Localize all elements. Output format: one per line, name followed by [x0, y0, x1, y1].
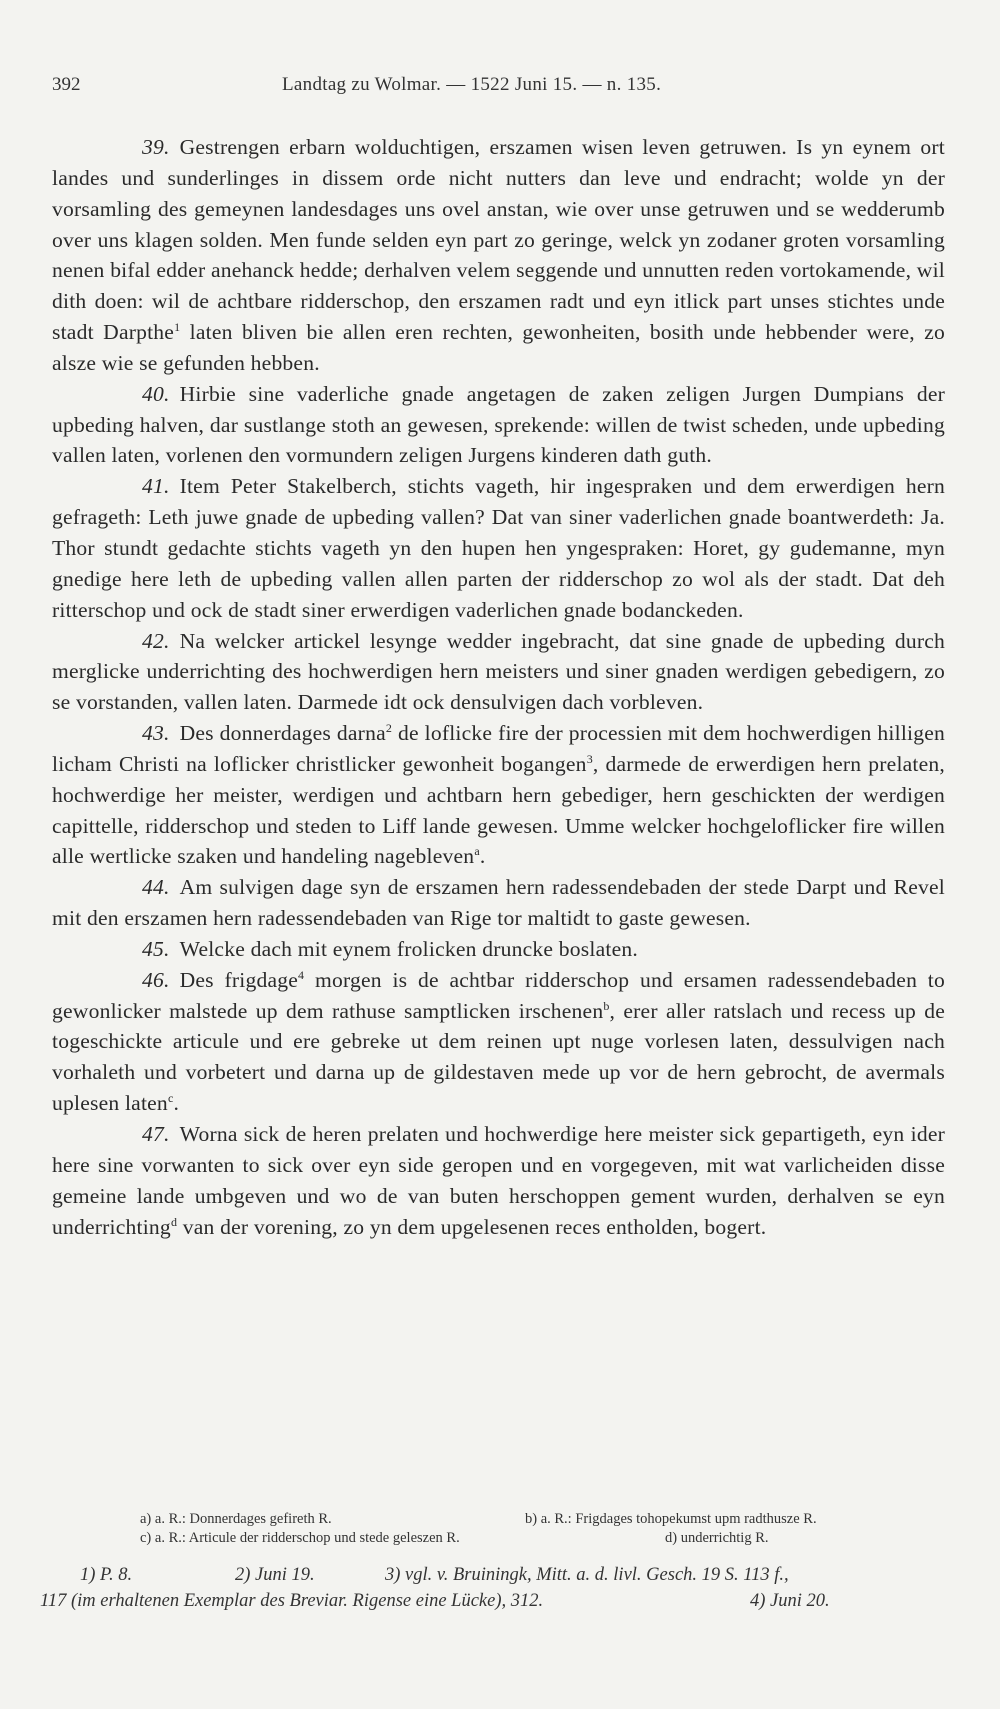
page-number: 392: [52, 74, 81, 95]
paragraph-text: Des donnerdages darna: [179, 721, 386, 746]
paragraph-text: de loflicke fire der processien mit dem hochwerdigen hilligen licham Christi na loflicker christlicker gewonheit bogangen: [52, 721, 945, 776]
footnote-2: 2) Juni 19.: [235, 1565, 315, 1585]
footnote-marker: d: [170, 1214, 178, 1229]
paragraph: [52, 1119, 945, 1242]
paragraph: [52, 626, 945, 719]
paragraph-number: 46.: [142, 967, 170, 992]
paragraph: [52, 718, 945, 872]
paragraph: [52, 471, 945, 625]
paragraph: [52, 934, 945, 965]
paragraph-text: laten bliven bie allen eren rechten, gewonheiten, bosith unde hebbender were, zo alsze wie se gefunden hebben.: [52, 320, 945, 375]
paragraph-number: 43.: [142, 721, 170, 746]
footnote-marker: b: [603, 998, 610, 1013]
paragraph-text: morgen is de achtbar ridderschop und ersamen radessendebaden to gewonlicker malstede up dem rathuse samptlicken irschenen: [52, 967, 945, 1023]
running-title: Landtag zu Wolmar. — 1522 Juni 15. — n. 135.: [282, 74, 662, 95]
paragraph-number: 47.: [142, 1122, 170, 1146]
paragraph-text: Des frigdage: [179, 967, 299, 992]
footnote-3-continued: 117 (im erhaltenen Exemplar des Breviar. Rigense eine Lücke), 312.: [40, 1591, 544, 1611]
main-text: [52, 132, 945, 1242]
paragraph-text: , darmede de erwerdigen hern prelaten, hochwerdige her meister, werdigen und achtbarn hern gebediger, hern geschickten der werdigen capittelle, ridderschop und steden to Liff lande gewesen. Umme welcker hochgeloflicker fire willen alle wertlicke szaken und handeling nagebleven: [52, 751, 946, 869]
footnote-a: a) a. R.: Donnerdages gefireth R.: [140, 1511, 332, 1527]
footnote-marker: 4: [298, 967, 305, 982]
paragraph-text: .: [173, 1091, 180, 1116]
footnote-1: 1) P. 8.: [80, 1565, 133, 1585]
numbered-footnotes: [40, 1562, 940, 1614]
paragraph-number: 41.: [142, 474, 170, 499]
paragraph-number: 39.: [142, 135, 170, 159]
footnote-3: 3) vgl. v. Bruiningk, Mitt. a. d. livl. Gesch. 19 S. 113 f.,: [385, 1565, 789, 1585]
footnote-d: d) underrichtig R.: [665, 1530, 769, 1546]
paragraph-text: Na welcker artickel lesynge wedder ingebracht, dat sine gnade de upbeding durch merglicke underrichting des hochwerdigen hern meisters und siner gnaden werdigen gebedigern, zo se vorstanden, vallen laten. Darmede idt ock densulvigen dach vorbleven.: [52, 628, 945, 715]
footnote-b: b) a. R.: Frigdages tohopekumst upm radthusze R.: [525, 1511, 817, 1527]
footnote-marker: 2: [385, 720, 393, 735]
paragraph-text: Worna sick de heren prelaten und hochwerdige here meister sick gepartigeth, eyn ider here sine vorwanten to sick over eyn side geropen und en vorgegeven, mit wat varlicheiden disse gemeine lande umbgeven und wo de van buten herschoppen gement wurden, derhalven se eyn underrichting: [52, 1122, 945, 1239]
paragraph: [52, 965, 945, 1119]
letter-footnotes: [140, 1510, 950, 1548]
paragraph-text: Hirbie sine vaderliche gnade angetagen de zaken zeligen Jurgen Dumpians der upbeding halven, dar sustlange stoth an gewesen, sprekende: willen de twist scheden, unde upbeding vallen laten, vorlenen den vormundern zeligen Jurgens kinderen dath guth.: [52, 381, 945, 468]
paragraph-text: .: [479, 844, 486, 869]
paragraph-text: Welcke dach mit eynem frolicken druncke boslaten.: [179, 936, 638, 961]
paragraph: [52, 379, 945, 472]
paragraph: [52, 132, 945, 379]
paragraph-text: , erer aller ratslach und recess up de togeschickte articule und ere gebreke ut dem reinen upt nuge vorlesen laten, dessulvigen nach vorhaleth und vorbetert und darna up de gildestaven mede up vor de hern gebrocht, de avermals uplesen laten: [52, 998, 945, 1116]
footnote-marker: c: [167, 1090, 174, 1105]
paragraph-number: 40.: [142, 381, 170, 406]
footnote-marker: 1: [174, 319, 181, 334]
footnote-c: c) a. R.: Articule der ridderschop und stede geleszen R.: [140, 1530, 460, 1546]
footnote-4: 4) Juni 20.: [750, 1591, 830, 1611]
paragraph-text: Item Peter Stakelberch, stichts vageth, hir ingespraken und dem erwerdigen hern gefrageth: Leth juwe gnade de upbeding vallen? Dat van siner vaderlichen gnade boantwerdeth: Ja. Thor stundt gedachte stichts vageth yn den hupen hen yngespraken: Horet, gy gudemanne, myn gnedige here leth de upbeding vallen allen parten der ridderschop zo wol als der stadt. Dat deh ritterschop und ock de stadt siner erwerdigen vaderlichen gnade bodanckeden.: [52, 474, 945, 622]
paragraph-number: 42.: [142, 628, 170, 653]
paragraph-text: Am sulvigen dage syn de erszamen hern radessendebaden der stede Darpt und Revel mit den erszamen hern radessendebaden van Rige tor maltidt to gaste gewesen.: [52, 875, 945, 931]
paragraph-text: Gestrengen erbarn wolduchtigen, erszamen wisen leven getruwen. Is yn eynem ort landes und sunderlinges in dissem orde nicht nutters dan leve und endracht; wolde yn der vorsamling des gemeynen landesdages uns ovel anstan, wie over unse getruwen und se wedderumb over uns klagen solden. Men funde selden eyn part zo geringe, welck yn zodaner groten vorsamling nenen bifal edder anehanck hedde; derhalven velem seggende und unnutten reden vortokamende, wil dith doen: wil de achtbare ridderschop, den erszamen radt und eyn itlick part unses stichtes unde stadt Darpthe: [52, 135, 945, 345]
footnote-marker: a: [474, 844, 480, 859]
paragraph-text: van der vorening, zo yn dem upgelesenen reces entholden, bogert.: [177, 1214, 767, 1239]
paragraph: [52, 872, 945, 934]
paragraph-number: 45.: [142, 936, 170, 961]
paragraph-number: 44.: [142, 875, 170, 900]
footnote-marker: 3: [586, 751, 593, 766]
